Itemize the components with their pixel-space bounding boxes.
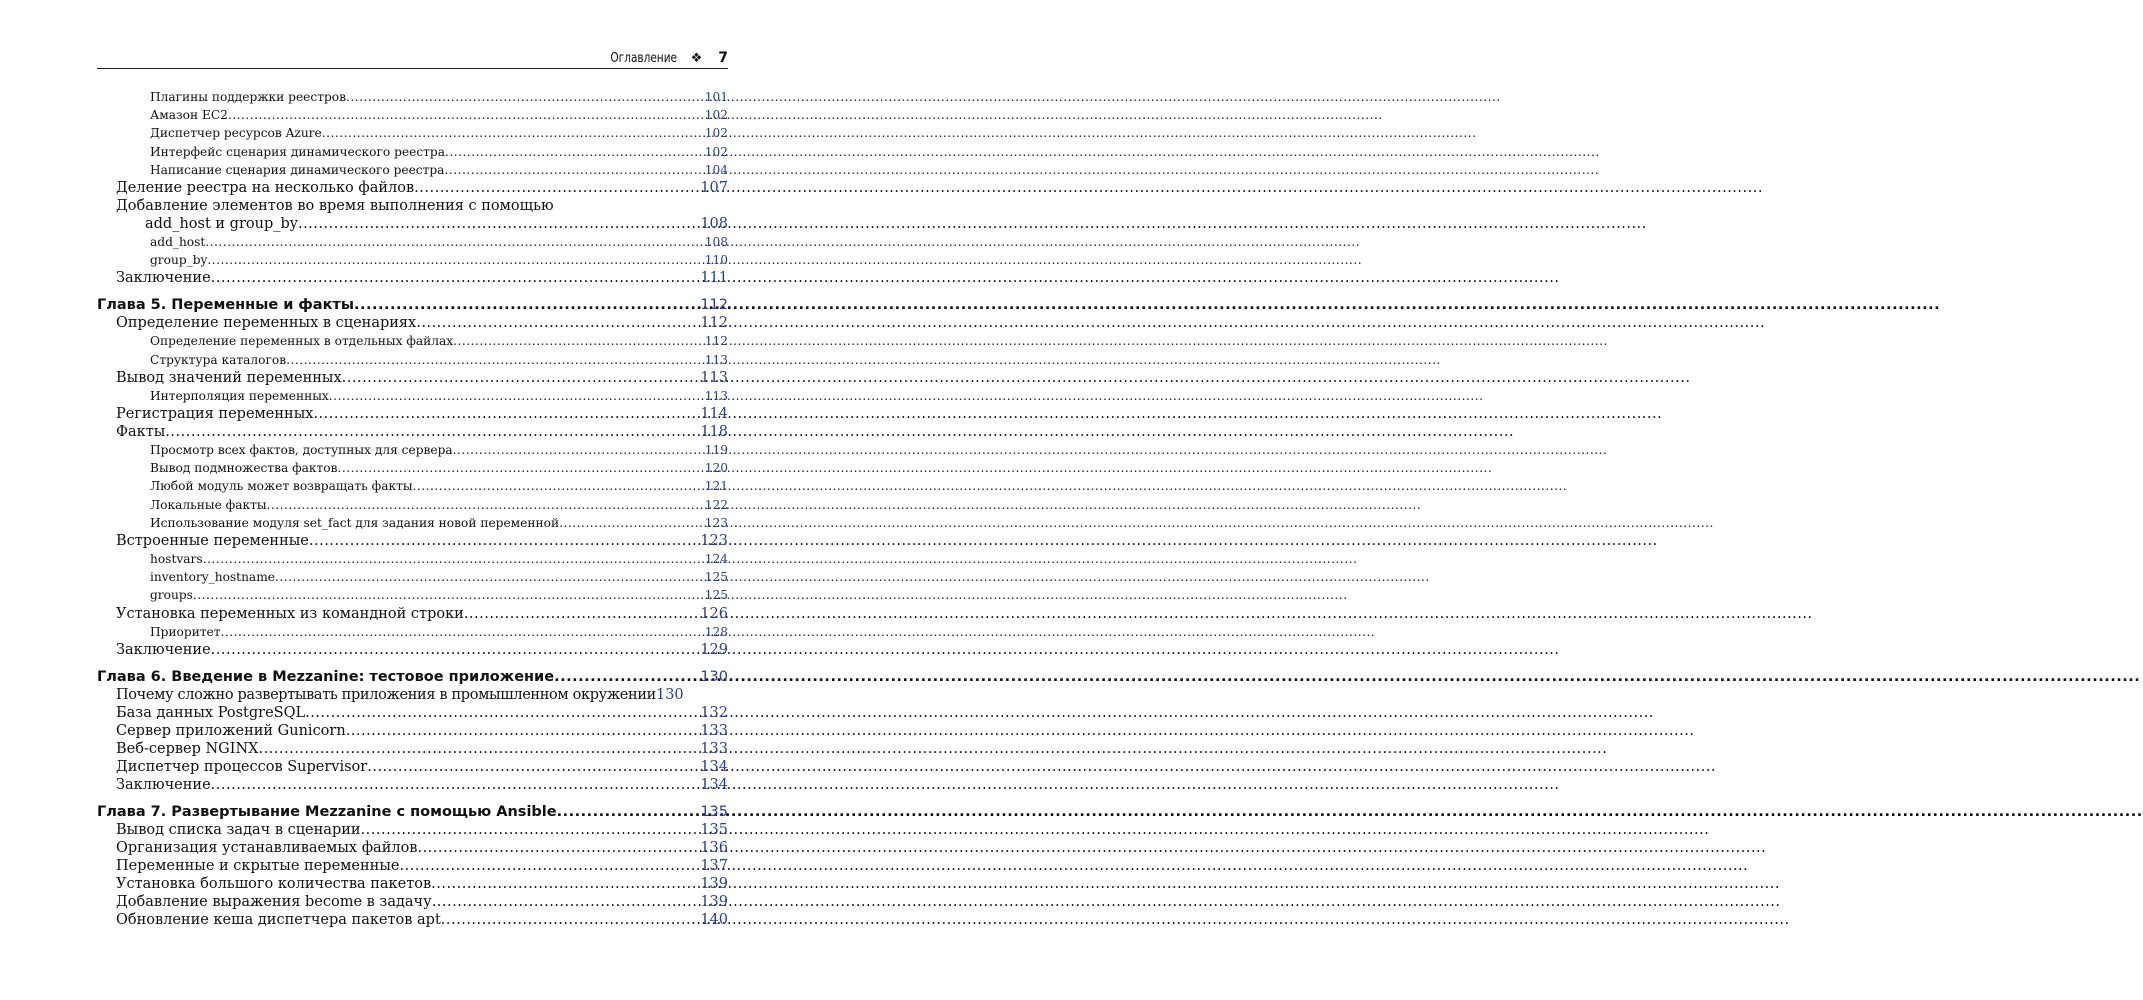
toc-entry-title: Интерполяция переменных xyxy=(150,388,329,403)
toc-entry[interactable] xyxy=(97,351,728,369)
toc-entry-page[interactable]: 139 xyxy=(700,875,728,892)
running-title: Оглавление xyxy=(609,50,677,66)
leader-dots xyxy=(286,351,705,369)
toc-entry-page[interactable]: 101 xyxy=(704,90,728,104)
toc-entry[interactable] xyxy=(97,704,728,722)
leader-dots xyxy=(554,668,700,686)
toc-entry-page[interactable]: 139 xyxy=(700,893,728,910)
toc-chapter-page[interactable]: 130 xyxy=(700,668,728,685)
leader-dots xyxy=(305,704,700,722)
page-header xyxy=(97,48,728,69)
toc-entry[interactable] xyxy=(97,179,728,197)
toc-entry-title: Факты xyxy=(116,424,166,441)
leader-dots xyxy=(338,459,705,477)
toc-entry-page[interactable]: 135 xyxy=(700,821,728,838)
toc-entry[interactable] xyxy=(97,441,728,459)
toc-entry[interactable] xyxy=(97,821,728,839)
leader-dots xyxy=(399,857,700,875)
leader-dots xyxy=(203,550,705,568)
toc-entry[interactable] xyxy=(97,161,728,179)
toc-entry-page[interactable]: 102 xyxy=(704,126,728,141)
toc-entry[interactable] xyxy=(97,124,728,142)
toc-entry[interactable] xyxy=(97,233,728,251)
toc-entry-page[interactable]: 136 xyxy=(700,839,728,856)
leader-dots xyxy=(354,296,700,314)
toc-entry[interactable] xyxy=(97,423,728,441)
toc-entry-title: add_host xyxy=(150,235,206,250)
toc-entry-title: Интерфейс сценария динамического реестра xyxy=(150,144,445,159)
toc-entry[interactable] xyxy=(97,776,728,794)
leader-dots xyxy=(414,179,700,197)
toc-chapter-title: Глава 7. Развертывание Mezzanine с помощью Ansible xyxy=(97,803,557,820)
leader-dots xyxy=(259,740,701,758)
leader-dots xyxy=(322,124,705,142)
leader-dots xyxy=(367,758,700,776)
toc-entry-page[interactable]: 102 xyxy=(704,144,728,159)
toc-entry[interactable] xyxy=(97,459,728,477)
toc-entry-page[interactable]: 133 xyxy=(700,722,728,739)
leader-dots xyxy=(205,233,704,251)
toc-entry-title: Использование модуля set_fact для задания новой переменной xyxy=(150,515,560,530)
toc-entry-title: Заключение xyxy=(116,776,211,793)
toc-entry-title: Установка большого количества пакетов xyxy=(116,875,432,892)
toc-entry[interactable] xyxy=(97,496,728,514)
toc-entry-title: Установка переменных из командной строки xyxy=(116,605,464,622)
toc-entry-title: Определение переменных в отдельных файлах xyxy=(150,334,454,349)
table-of-contents xyxy=(97,88,728,929)
leader-dots xyxy=(275,568,705,586)
toc-entry-continuation[interactable] xyxy=(97,215,728,233)
leader-dots xyxy=(211,776,701,794)
toc-entry[interactable] xyxy=(97,911,728,929)
leader-dots xyxy=(559,514,705,532)
toc-entry-page[interactable]: 123 xyxy=(700,533,728,550)
toc-entry[interactable] xyxy=(97,251,728,269)
toc-entry[interactable] xyxy=(97,405,728,423)
leader-dots xyxy=(557,803,701,821)
toc-entry[interactable] xyxy=(97,722,728,740)
toc-entry-page[interactable]: 137 xyxy=(700,857,728,874)
toc-entry-page[interactable]: 140 xyxy=(700,911,728,928)
leader-dots xyxy=(416,314,700,332)
leader-dots xyxy=(346,722,701,740)
toc-entry-title: group_by xyxy=(150,253,208,268)
toc-entry-page[interactable]: 104 xyxy=(704,162,728,177)
toc-chapter-page[interactable]: 135 xyxy=(700,803,728,820)
leader-dots xyxy=(361,821,701,839)
leader-dots xyxy=(313,405,700,423)
toc-entry-title: Веб-сервер NGINX xyxy=(116,740,259,757)
toc-entry[interactable] xyxy=(97,839,728,857)
toc-entry[interactable] xyxy=(97,857,728,875)
toc-chapter[interactable] xyxy=(97,803,728,821)
toc-entry-title: Написание сценария динамического реестра xyxy=(150,162,445,177)
toc-entry-title: Просмотр всех фактов, доступных для сервера xyxy=(150,443,453,458)
toc-entry[interactable] xyxy=(97,568,728,586)
toc-entry-page[interactable]: 114 xyxy=(700,406,728,423)
toc-entry[interactable] xyxy=(97,143,728,161)
toc-entry-title: inventory_hostname xyxy=(150,570,275,585)
toc-entry-title: Вывод списка задач в сценарии xyxy=(116,821,361,838)
leader-dots xyxy=(431,875,700,893)
toc-entry-title: Вывод значений переменных xyxy=(116,369,342,386)
toc-entry-page[interactable]: 108 xyxy=(700,216,728,233)
toc-entry-title: Структура каталогов xyxy=(150,352,287,367)
toc-entry-title: Диспетчер процессов Supervisor xyxy=(116,758,368,775)
leader-dots xyxy=(413,477,705,495)
leader-dots xyxy=(207,251,704,269)
toc-entry[interactable] xyxy=(97,269,728,287)
toc-entry-page[interactable]: 111 xyxy=(700,270,728,287)
leader-dots xyxy=(228,106,705,124)
toc-chapter[interactable] xyxy=(97,296,728,314)
toc-entry-page[interactable]: 122 xyxy=(704,497,728,512)
leader-dots xyxy=(346,88,705,106)
toc-entry-page[interactable]: 113 xyxy=(704,352,728,367)
toc-entry[interactable] xyxy=(97,477,728,495)
toc-entry[interactable] xyxy=(97,88,728,106)
toc-entry-page[interactable]: 102 xyxy=(704,108,728,123)
toc-entry-title: add_host и group_by xyxy=(145,216,298,233)
toc-entry-title: Обновление кеша диспетчера пакетов apt xyxy=(116,911,441,928)
toc-entry[interactable] xyxy=(97,332,728,350)
toc-entry[interactable] xyxy=(97,369,728,387)
leader-dots xyxy=(193,586,705,604)
toc-entry-page[interactable]: 128 xyxy=(704,624,728,639)
toc-chapter-page[interactable]: 112 xyxy=(700,297,728,314)
leader-dots xyxy=(342,369,701,387)
leader-dots xyxy=(309,532,700,550)
toc-entry-page[interactable]: 120 xyxy=(704,461,728,476)
toc-entry-title: Добавление элементов во время выполнения с помощью xyxy=(116,198,554,215)
toc-entry-page[interactable]: 119 xyxy=(704,443,728,458)
toc-entry-page[interactable]: 107 xyxy=(700,180,728,197)
toc-entry-title: groups xyxy=(150,588,193,603)
toc-entry-page[interactable]: 125 xyxy=(704,570,728,585)
leader-dots xyxy=(453,332,705,350)
toc-entry-title: Почему сложно развертывать приложения в промышленном окружении xyxy=(116,686,656,703)
toc-entry-title: Амазон EC2 xyxy=(150,108,228,123)
page-number: 7 xyxy=(718,50,728,66)
toc-entry-page[interactable]: 121 xyxy=(704,479,728,494)
toc-entry-page[interactable]: 124 xyxy=(704,552,728,567)
toc-entry[interactable] xyxy=(97,586,728,604)
toc-entry-title: Диспетчер ресурсов Azure xyxy=(150,126,322,141)
toc-entry-title: Локальные факты xyxy=(150,497,267,512)
leader-dots xyxy=(445,143,705,161)
toc-entry-title: Определение переменных в сценариях xyxy=(116,315,417,332)
toc-entry-page[interactable]: 123 xyxy=(704,515,728,530)
toc-entry[interactable] xyxy=(97,314,728,332)
toc-entry-page[interactable]: 112 xyxy=(700,315,728,332)
toc-entry-title: Переменные и скрытые переменные xyxy=(116,857,400,874)
toc-entry[interactable] xyxy=(97,686,728,704)
toc-entry[interactable] xyxy=(97,387,728,405)
toc-entry-title: Сервер приложений Gunicorn xyxy=(116,722,346,739)
toc-entry[interactable] xyxy=(97,893,728,911)
toc-entry-page[interactable]: 112 xyxy=(704,334,728,349)
toc-entry-page[interactable]: 134 xyxy=(700,776,728,793)
toc-entry-title: Плагины поддержки реестров xyxy=(150,90,346,104)
leader-dots xyxy=(453,441,705,459)
toc-entry-page[interactable]: 126 xyxy=(700,605,728,622)
diamond-ornament-icon: ❖ xyxy=(690,50,703,66)
toc-entry[interactable] xyxy=(97,532,728,550)
leader-dots xyxy=(267,496,705,514)
toc-entry-page[interactable]: 113 xyxy=(704,388,728,403)
toc-entry-title: Заключение xyxy=(116,641,211,658)
toc-entry[interactable] xyxy=(97,758,728,776)
toc-entry[interactable] xyxy=(97,875,728,893)
toc-entry[interactable] xyxy=(97,641,728,659)
leader-dots xyxy=(444,161,704,179)
leader-dots xyxy=(298,215,700,233)
toc-entry-title: Любой модуль может возвращать факты xyxy=(150,479,413,494)
leader-dots xyxy=(221,623,705,641)
toc-entry-page[interactable]: 133 xyxy=(700,740,728,757)
toc-entry[interactable] xyxy=(97,605,728,623)
leader-dots xyxy=(417,839,700,857)
leader-dots xyxy=(211,269,701,287)
toc-entry-page[interactable]: 110 xyxy=(704,253,728,268)
toc-entry-page[interactable]: 118 xyxy=(700,424,728,441)
leader-dots xyxy=(464,605,701,623)
toc-entry-page[interactable]: 130 xyxy=(655,686,684,703)
leader-dots xyxy=(441,911,701,929)
leader-dots xyxy=(432,893,701,911)
leader-dots xyxy=(211,641,701,659)
toc-chapter-title: Глава 6. Введение в Mezzanine: тестовое приложение xyxy=(97,668,555,685)
toc-entry-title: Встроенные переменные xyxy=(116,533,309,550)
toc-entry[interactable] xyxy=(97,550,728,568)
toc-entry-page[interactable]: 132 xyxy=(700,704,728,721)
toc-entry[interactable] xyxy=(97,106,728,124)
toc-entry[interactable] xyxy=(97,740,728,758)
toc-entry-title: Деление реестра на несколько файлов xyxy=(116,180,415,197)
toc-entry-title: Вывод подмножества фактов xyxy=(150,461,338,476)
toc-entry-title: Заключение xyxy=(116,270,211,287)
toc-entry-title: База данных PostgreSQL xyxy=(116,704,306,721)
toc-entry-page[interactable]: 125 xyxy=(704,588,728,603)
toc-chapter-title: Глава 5. Переменные и факты xyxy=(97,297,354,314)
leader-dots xyxy=(165,423,700,441)
toc-entry-title: Регистрация переменных xyxy=(116,406,314,423)
toc-entry-title: hostvars xyxy=(150,552,203,567)
toc-entry-page[interactable]: 113 xyxy=(700,369,728,386)
toc-entry[interactable] xyxy=(97,514,728,532)
leader-dots xyxy=(329,387,705,405)
toc-entry[interactable] xyxy=(97,623,728,641)
toc-chapter[interactable] xyxy=(97,668,728,686)
toc-entry-title: Организация устанавливаемых файлов xyxy=(116,839,418,856)
toc-entry-page[interactable]: 134 xyxy=(700,758,728,775)
toc-entry-page[interactable]: 108 xyxy=(704,235,728,250)
toc-entry-page[interactable]: 129 xyxy=(700,641,728,658)
toc-entry-title: Добавление выражения become в задачу xyxy=(116,893,432,910)
toc-entry[interactable] xyxy=(97,197,728,215)
toc-entry-title: Приоритет xyxy=(150,624,221,639)
